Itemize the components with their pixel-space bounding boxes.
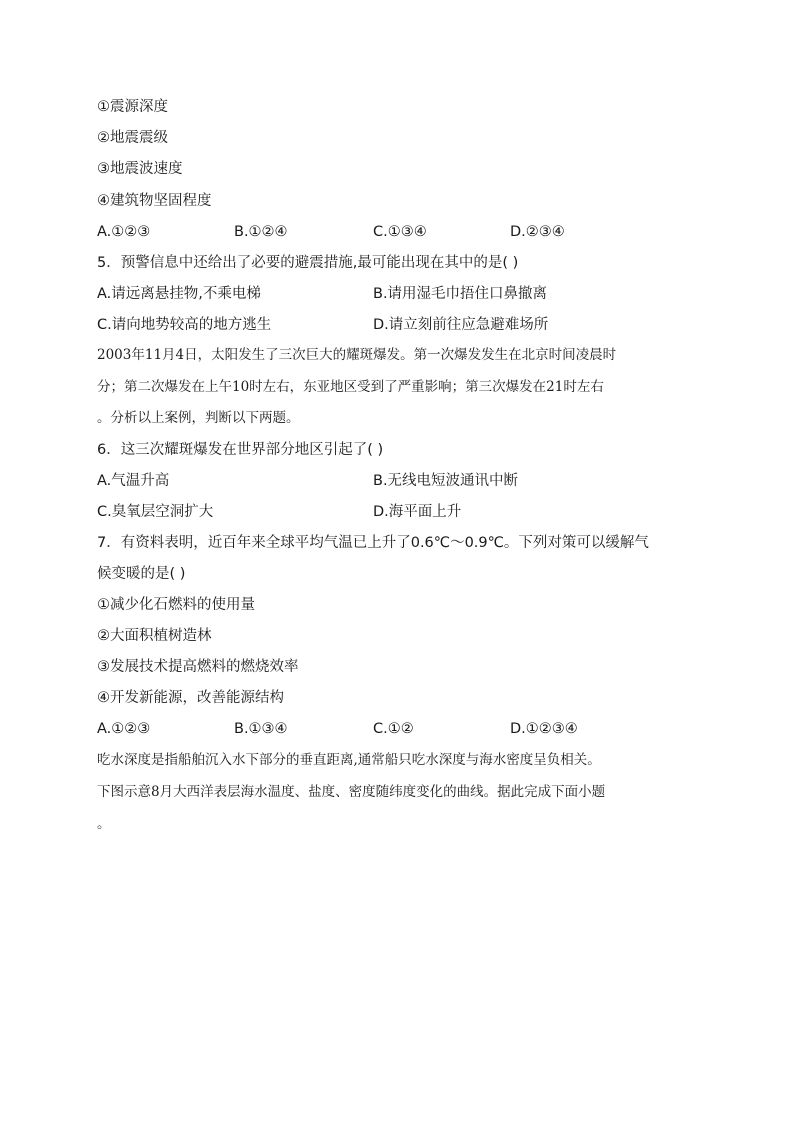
q4-option-b: B.①②④ — [234, 224, 288, 240]
q4-option-c: C.①③④ — [373, 224, 427, 240]
q5-stem: 5．预警信息中还给出了必要的避震措施,最可能出现在其中的是( ) — [97, 255, 519, 271]
q7-option-d: D.①②③④ — [510, 721, 578, 737]
passage2-line-3: 。 — [97, 816, 111, 832]
q4-item-3: ③地震波速度 — [97, 161, 183, 177]
q7-item-4: ④开发新能源，改善能源结构 — [97, 690, 284, 706]
passage2-line-2: 下图示意8月大西洋表层海水温度、盐度、密度随纬度变化的曲线。据此完成下面小题 — [97, 784, 606, 800]
passage1-line-3: 。分析以上案例，判断以下两题。 — [97, 410, 300, 426]
passage1-line-1: 2003年11月4日，太阳发生了三次巨大的耀斑爆发。第一次爆发发生在北京时间凌晨时 — [97, 347, 617, 363]
q7-item-3: ③发展技术提高燃料的燃烧效率 — [97, 659, 299, 675]
q6-option-d: D.海平面上升 — [373, 504, 462, 520]
q7-option-c: C.①② — [373, 721, 414, 737]
q7-stem-line-2: 候变暖的是( ) — [97, 566, 186, 582]
q4-item-2: ②地震震级 — [97, 130, 168, 146]
q6-option-b: B.无线电短波通讯中断 — [373, 473, 519, 489]
q5-option-c: C.请向地势较高的地方逃生 — [97, 317, 272, 333]
q4-item-4: ④建筑物坚固程度 — [97, 193, 212, 209]
q7-option-b: B.①③④ — [234, 721, 288, 737]
q7-item-2: ②大面积植树造林 — [97, 628, 212, 644]
q7-item-1: ①减少化石燃料的使用量 — [97, 597, 255, 613]
q5-option-d: D.请立刻前往应急避难场所 — [373, 317, 549, 333]
q6-option-a: A.气温升高 — [97, 473, 170, 489]
q6-stem: 6．这三次耀斑爆发在世界部分地区引起了( ) — [97, 442, 384, 458]
q4-option-a: A.①②③ — [97, 224, 151, 240]
q7-option-a: A.①②③ — [97, 721, 151, 737]
q4-option-d: D.②③④ — [510, 224, 565, 240]
q7-stem-line-1: 7．有资料表明，近百年来全球平均气温已上升了0.6℃～0.9℃。下列对策可以缓解气 — [97, 535, 649, 551]
q5-option-b: B.请用湿毛巾捂住口鼻撤离 — [373, 286, 548, 302]
passage1-line-2: 分；第二次爆发在上午10时左右，东亚地区受到了严重影响；第三次爆发在21时左右 — [97, 379, 604, 395]
q6-option-c: C.臭氧层空洞扩大 — [97, 504, 214, 520]
q4-item-1: ①震源深度 — [97, 99, 168, 115]
passage2-line-1: 吃水深度是指船舶沉入水下部分的垂直距离,通常船只吃水深度与海水密度呈负相关。 — [97, 752, 601, 768]
q5-option-a: A.请远离悬挂物,不乘电梯 — [97, 286, 261, 302]
